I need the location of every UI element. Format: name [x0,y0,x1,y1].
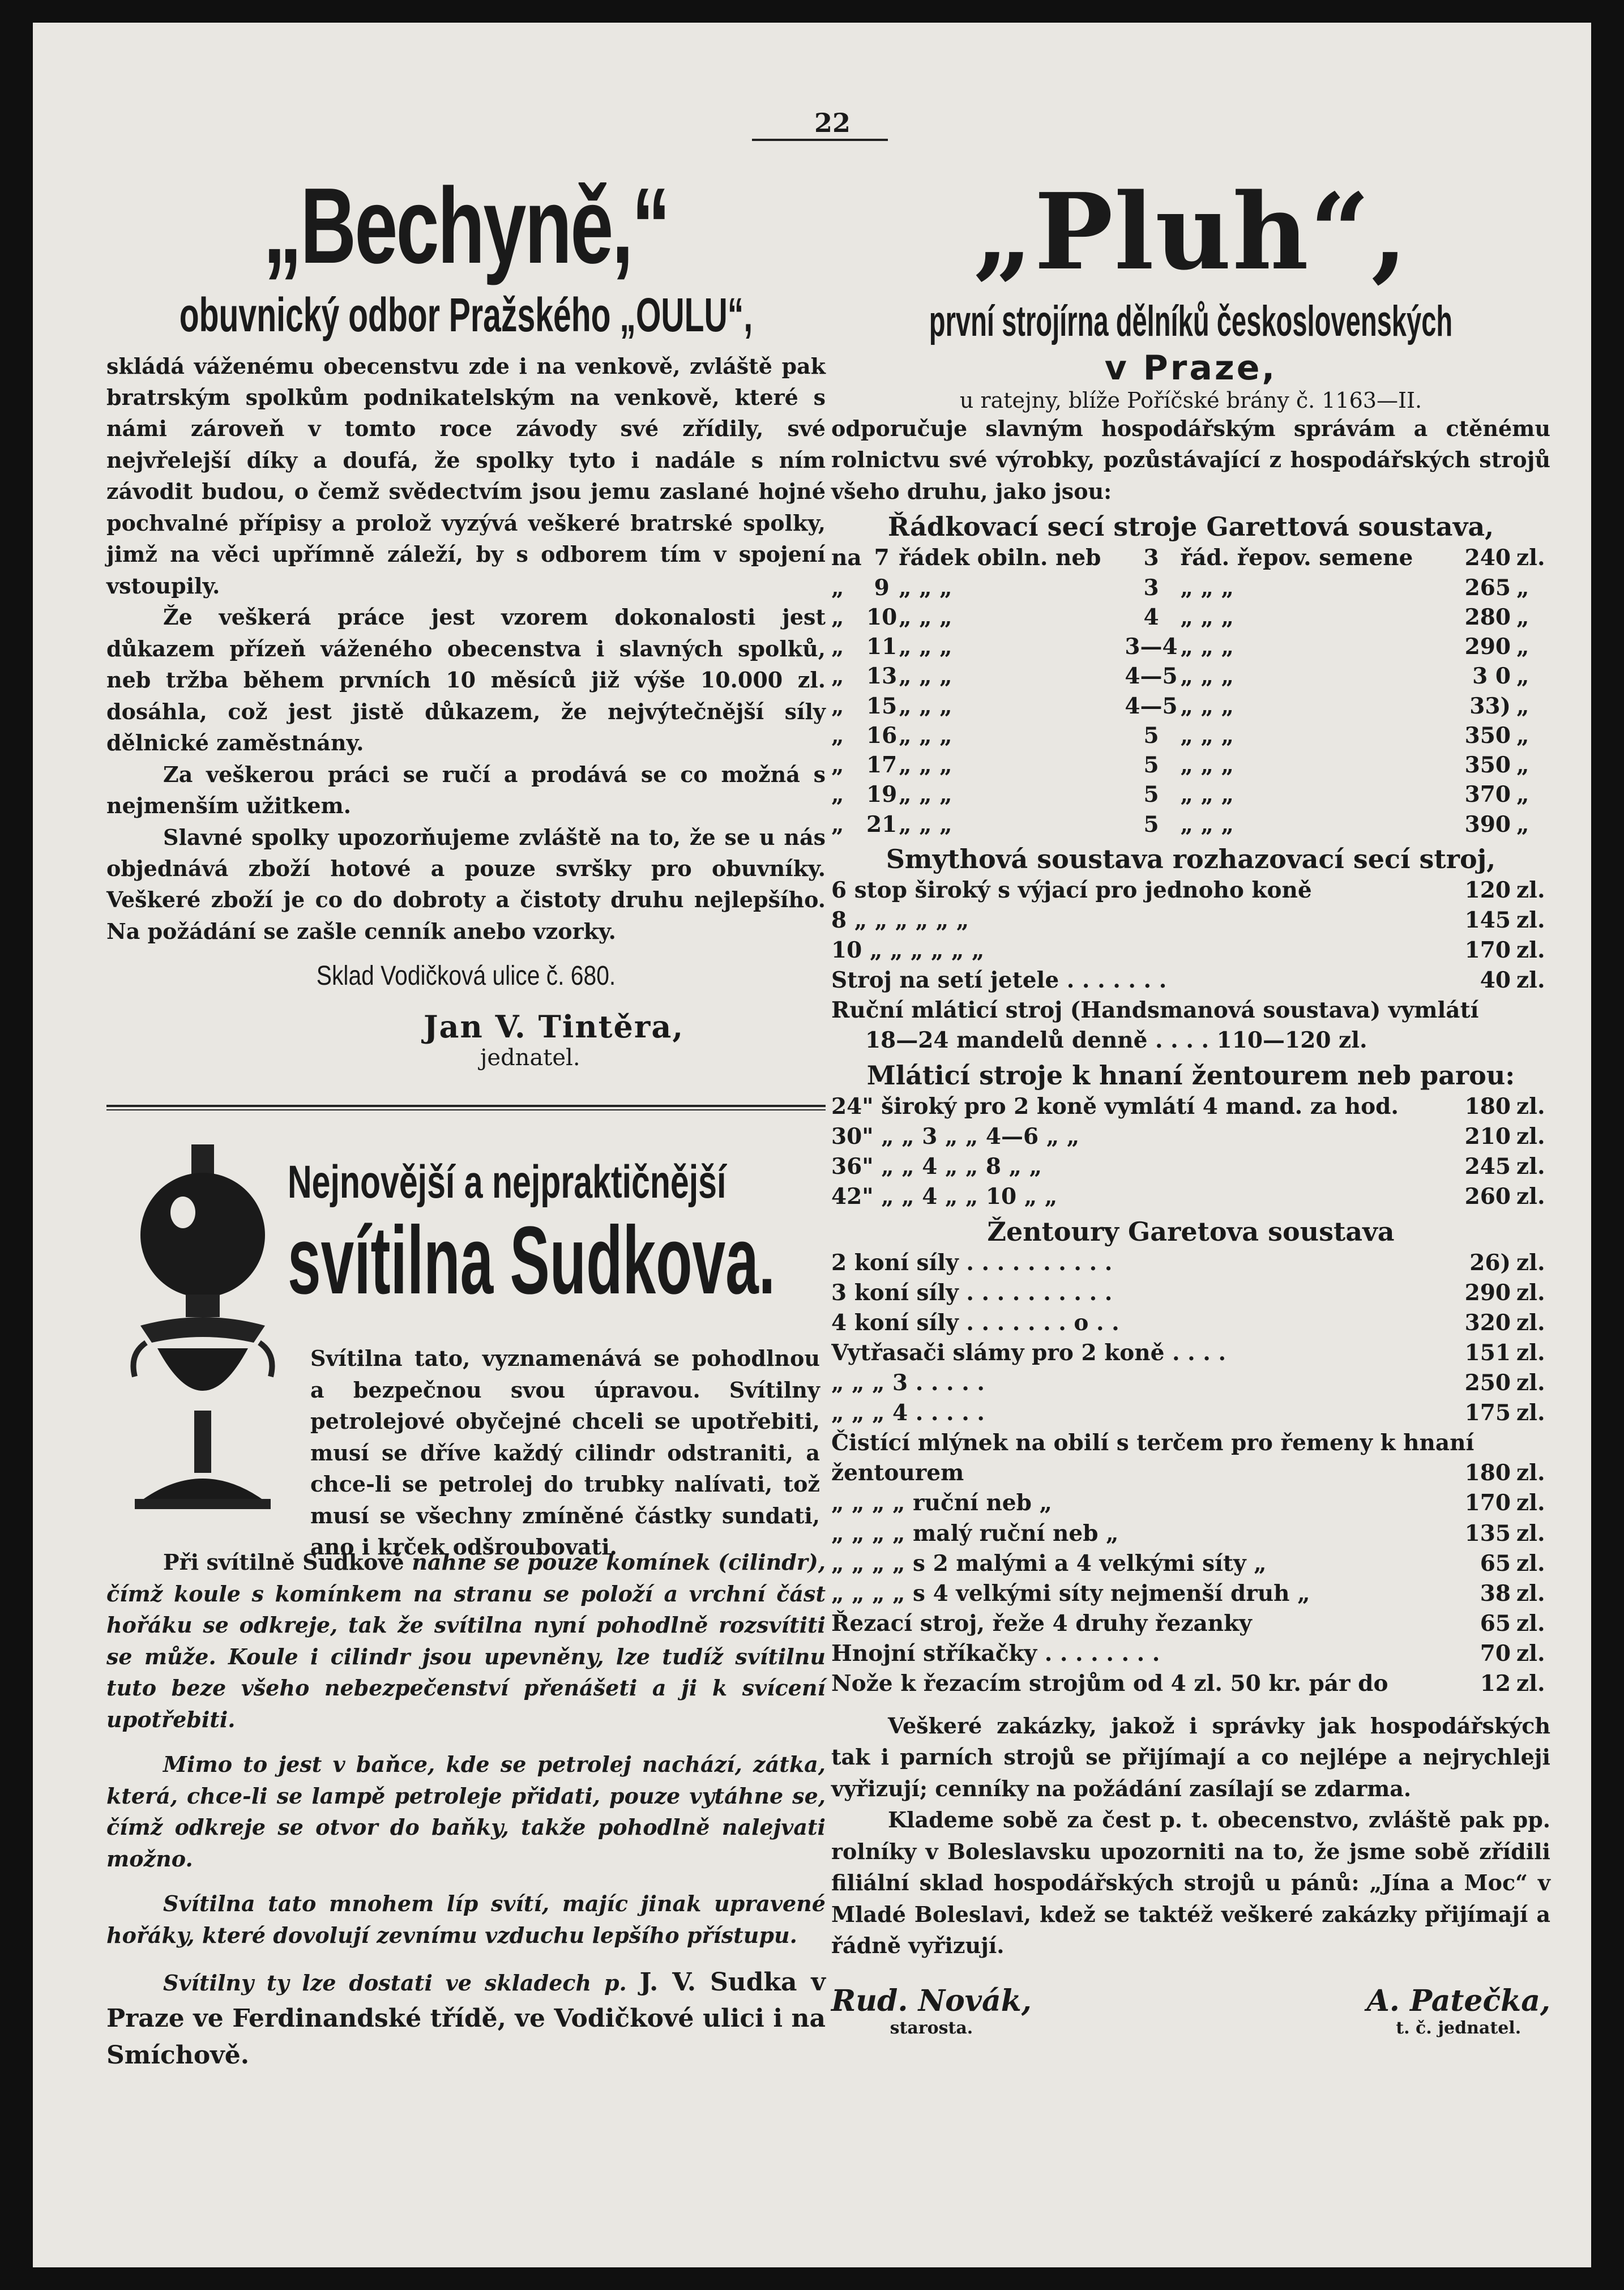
mill-row [831,1488,1550,1518]
seeder-rows: 21 [866,811,898,838]
newspaper-page [33,23,1591,2267]
zent-row-price: 320 [1464,1310,1511,1336]
mill-row-price: 180 [1464,1460,1511,1486]
seeder-price: 370 [1464,781,1511,808]
mlat-price-list [831,1092,1550,1212]
seeder-row [831,661,1550,691]
thresher-line-text: Ruční mláticí stroj (Handsmanová soustava) vymlátí [831,997,1479,1024]
seeder-unit: „ [1516,752,1529,779]
smyth-row-price: 145 [1464,907,1511,933]
mill-row-price: 65 [1480,1550,1511,1576]
mlat-row-name: 30" „ „ 3 „ „ 4—6 „ „ [831,1123,1080,1150]
zent-row-price: 151 [1464,1340,1511,1366]
mlat-row-name: 36" „ „ 4 „ „ 8 „ „ [831,1153,1042,1180]
seeder-row [831,810,1550,839]
seeder-label: „ „ „ [899,693,952,719]
seeder-label: „ „ „ [899,634,952,660]
seeder-beet-rows: 4—5 [1125,663,1178,690]
lamp-para4-italic: Svítilny ty lze dostati ve skladech p. [163,1970,640,1996]
smyth-row-unit: zl. [1516,967,1545,993]
seeder-unit: „ [1516,663,1529,690]
seeder-beet-rows: 3 [1143,545,1159,571]
mlat-row-price: 260 [1464,1184,1511,1210]
seeder-unit: „ [1516,604,1529,630]
seeder-prefix: „ [831,811,844,838]
seeder-rows: 15 [866,693,898,719]
smyth-row-unit: zl. [1516,937,1545,963]
zent-row-name: 2 koní síly . . . . . . . . . . [831,1250,1113,1276]
left-column [106,166,826,2074]
seeder-rows: 16 [866,722,898,749]
mill-row-price: 170 [1464,1490,1511,1516]
pluh-closing-para: Veškeré zakázky, jakož i správky jak hospodářských tak i parních strojů se přijímají a co nejlépe a nejrychleji vyřizují; cenníky na požádání zasílají se zdarma. [831,1712,1550,1801]
lamp-paragraph [106,1546,826,1735]
mlat-row-price: 210 [1464,1123,1511,1150]
pluh-subtitle: první strojírna dělníků československých [929,297,1453,345]
zent-row-name: 4 koní síly . . . . . . . o . . [831,1310,1119,1336]
seeders-heading: Řádkovací secí stroje Garettová soustava, [887,511,1494,542]
thresher-line [831,996,1550,1026]
seeder-row [831,691,1550,721]
thresher-line [831,1026,1550,1056]
zent-row [831,1278,1550,1308]
mlat-row-unit: zl. [1516,1184,1545,1210]
section-divider [106,1105,826,1110]
smyth-price-list [831,875,1550,996]
bechyne-signer-role: jednatel. [480,1045,580,1071]
pluh-closing [831,1710,1550,1962]
seeder-unit: „ [1516,722,1529,749]
lamp-para1-lead: Při svítilně Sudkově [163,1549,412,1575]
mlat-row-name: 42" „ „ 4 „ „ 10 „ „ [831,1184,1058,1210]
seeder-label: „ „ „ [899,722,952,749]
smyth-row [831,965,1550,996]
seeder-prefix: „ [831,634,844,660]
mill-row-name: „ „ „ „ s 4 velkými síty nejmenší druh „ [831,1580,1310,1607]
seeder-label2: „ „ „ [1180,752,1234,779]
zent-row-unit: zl. [1516,1370,1545,1396]
zent-price-list [831,1248,1550,1428]
lamp-ad-header [106,1139,826,1560]
mill-row [831,1579,1550,1609]
bechyne-paragraph: Že veškerá práce jest vzorem dokonalosti jest důkazem přízeň váženého obecenstva i slavných spolků, neb tržba během prvních 10 měsíců již výše 10.000 zl. dosáhla, což jest jistě důkazem, že nejvýtečnější síly dělnické zaměstnány. [106,604,826,756]
mill-row-unit: zl. [1516,1670,1545,1697]
mlat-row-price: 245 [1464,1153,1511,1180]
seeder-row [831,721,1550,750]
seeder-unit: „ [1516,634,1529,660]
zent-row [831,1338,1550,1368]
seeder-price: 240 [1464,545,1511,571]
seeder-rows: 7 [874,545,890,571]
bechyne-paragraph: Za veškerou práci se ručí a prodává se co možná s nejmenším užitkem. [106,761,826,819]
seeder-label: „ „ „ [899,811,952,838]
seeder-label2: „ „ „ [1180,634,1234,660]
seeder-unit: „ [1516,693,1529,719]
seeder-prefix: „ [831,781,844,808]
mill-row-name: „ „ „ „ s 2 malými a 4 velkými síty „ [831,1550,1267,1576]
mill-row-name: Hnojní stříkačky . . . . . . . . [831,1640,1160,1667]
smyth-row [831,875,1550,905]
zent-heading: Žentoury Garetova soustava [987,1216,1395,1247]
mill-row-name: „ „ „ „ malý ruční neb „ [831,1520,1119,1546]
mill-row-unit: zl. [1516,1580,1545,1607]
bechyne-paragraph: Slavné spolky upozorňujeme zvláště na to, že se u nás objednává zboží hotové a pouze svršky pro obuvníky. Veškeré zboží je co do dobroty a čistoty druhu nejlepšího. Na požádání se zašle cenník anebo vzorky. [106,824,826,944]
seeder-label: „ „ „ [899,752,952,779]
mlat-row [831,1092,1550,1122]
mlat-row-price: 180 [1464,1093,1511,1120]
seeder-beet-rows: 5 [1143,722,1159,749]
zent-row [831,1398,1550,1428]
mill-row-price: 38 [1480,1580,1511,1607]
mill-row-name: „ „ „ „ ruční neb „ [831,1490,1052,1516]
seeder-rows: 11 [866,634,898,660]
smyth-row-name: 8 „ „ „ „ „ „ [831,907,969,933]
signature-role: starosta. [890,2018,973,2039]
seeder-prefix: „ [831,693,844,719]
seeder-label2: „ „ „ [1180,663,1234,690]
page-number-rule [752,139,888,141]
seeder-row [831,632,1550,661]
mill-row-unit: zl. [1516,1610,1545,1637]
mlat-row-name: 24" široký pro 2 koně vymlátí 4 mand. za hod. [831,1093,1399,1120]
zent-row-unit: zl. [1516,1340,1545,1366]
lamp-headline-small: Nejnovější a nejpraktičnější [288,1156,726,1208]
lamp-paragraph [106,1964,826,2074]
bechyne-signer-name: Jan V. Tintěra, [424,1009,685,1045]
seeder-prefix: „ [831,722,844,749]
mill-row [831,1669,1550,1699]
seeder-unit: „ [1516,781,1529,808]
seeder-label2: „ „ „ [1180,781,1234,808]
pluh-address: u ratejny, blíže Poříčské brány č. 1163—II. [959,388,1422,413]
smyth-row [831,935,1550,965]
smyth-row [831,905,1550,935]
mill-row-name: žentourem [831,1460,964,1486]
mill-row-unit: zl. [1516,1520,1545,1546]
smyth-row-name: 6 stop široký s výjací pro jednoho koně [831,877,1312,903]
smyth-row-name: Stroj na setí jetele . . . . . . . [831,967,1167,993]
zent-row-name: Vytřasači slámy pro 2 koně . . . . [831,1340,1226,1366]
smyth-row-price: 120 [1464,877,1511,903]
right-column [831,170,1550,2038]
mill-row [831,1519,1550,1549]
seeder-price: 3 0 [1472,663,1511,690]
seeder-beet-rows: 5 [1143,752,1159,779]
smyth-row-name: 10 „ „ „ „ „ „ [831,937,985,963]
seeder-unit: „ [1516,811,1529,838]
mill-row [831,1458,1550,1488]
zent-row-name: „ „ „ 3 . . . . . [831,1370,985,1396]
bechyne-body [106,351,826,947]
seeder-label: „ „ „ [899,781,952,808]
signature-name: Rud. Novák, [831,1984,1032,2019]
seeder-row [831,780,1550,809]
seeder-label2: „ „ „ [1180,574,1234,601]
mill-row-unit: zl. [1516,1460,1545,1486]
mlat-row-unit: zl. [1516,1093,1545,1120]
seeder-prefix: „ [831,604,844,630]
signature-name: A. Patečka, [1366,1984,1550,2019]
seeder-row [831,543,1550,572]
signature-starosta [831,1984,1032,2038]
seeder-rows: 10 [866,604,898,630]
seeder-row [831,750,1550,780]
zent-row-unit: zl. [1516,1400,1545,1426]
zent-row-price: 175 [1464,1400,1511,1426]
zent-row-name: 3 koní síly . . . . . . . . . . [831,1280,1113,1306]
seeder-rows: 19 [866,781,898,808]
bechyne-paragraph: skládá váženému obecenstvu zde i na venkově, zvláště pak bratrským spolkům podnikatelským na venkově, které s námi zároveň v tomto roce závody své zřídily, své nejvřelejší díky a doufá, že spolky tyto i nadále s ním závodit budou, o čemž svědectvím jsou jemu zaslané hojné pochvalné přípisy a prolož vyzývá veškeré bratrské spolky, jimž na věci upřímně záleží, by s odborem tím v spojení vstoupily. [106,353,826,599]
seeder-price: 350 [1464,722,1511,749]
mill-row-price: 65 [1480,1610,1511,1637]
seeder-beet-rows: 4—5 [1125,693,1178,719]
mlat-row-unit: zl. [1516,1153,1545,1180]
seeder-label2: „ „ „ [1180,811,1234,838]
seeder-row [831,573,1550,603]
smyth-heading: Smythová soustava rozhazovací secí stroj, [886,843,1496,874]
mlat-row [831,1152,1550,1182]
mill-row-unit: zl. [1516,1490,1545,1516]
seeder-price: 350 [1464,752,1511,779]
seeder-rows: 13 [866,663,898,690]
smyth-row-price: 170 [1464,937,1511,963]
seeder-label: řádek obiln. neb [899,545,1101,571]
zent-row [831,1248,1550,1278]
seeder-beet-rows: 3 [1143,574,1159,601]
seeder-price: 390 [1464,811,1511,838]
seeder-price: 33) [1469,693,1511,719]
seeder-beet-rows: 3—4 [1125,634,1178,660]
seeder-beet-rows: 4 [1143,604,1159,630]
seeder-label2: „ „ „ [1180,722,1234,749]
mill-row-price: 70 [1480,1640,1511,1667]
bechyne-title: „Bechyně,“ [263,166,669,286]
seeder-unit: „ [1516,574,1529,601]
seeder-label: „ „ „ [899,663,952,690]
pluh-title: „Pluh“, [973,170,1409,293]
seeder-rows: 17 [866,752,898,779]
mill-row-price: 135 [1464,1520,1511,1546]
lamp-paragraph: Svítilna tato mnohem líp svítí, majíc jinak upravené hořáky, které dovolují zevnímu vzduchu lepšího přístupu. [106,1891,826,1948]
smyth-row-unit: zl. [1516,877,1545,903]
mill-row-price: 12 [1480,1670,1511,1697]
zent-row-name: „ „ „ 4 . . . . . [831,1400,985,1426]
page-number: 22 [814,108,851,138]
pluh-signatures [831,1984,1550,2038]
mill-line [831,1428,1550,1458]
seeder-label2: řád. řepov. semene [1180,545,1413,571]
seeder-row [831,603,1550,632]
zent-row [831,1368,1550,1398]
seeder-beet-rows: 5 [1143,781,1159,808]
mlat-row [831,1182,1550,1212]
zent-row [831,1308,1550,1338]
seeder-label: „ „ „ [899,604,952,630]
seeder-price: 265 [1464,574,1511,601]
oil-lamp-illustration [118,1139,288,1535]
seeder-prefix: na [831,545,862,571]
lamp-body [106,1546,826,2073]
lamp-para4-bold: J. V. Sudka v Praze ve Ferdinandské třídě, ve Vodičkové ulici i na Smíchově. [106,1968,826,2070]
seeder-rows: 9 [874,574,890,601]
mill-row-unit: zl. [1516,1640,1545,1667]
seeder-label2: „ „ „ [1180,693,1234,719]
mill-row [831,1639,1550,1669]
seeder-beet-rows: 5 [1143,811,1159,838]
seeder-prefix: „ [831,663,844,690]
mill-row-name: Nože k řezacím strojům od 4 zl. 50 kr. pár do [831,1670,1388,1697]
mlat-heading: Mláticí stroje k hnaní žentourem neb parou: [866,1060,1515,1091]
mill-row [831,1549,1550,1579]
zent-row-price: 290 [1464,1280,1511,1306]
lamp-headline-large: svítilna Sudkova. [288,1207,776,1315]
mill-line-text: Čistící mlýnek na obilí s terčem pro řemeny k hnaní [831,1430,1475,1456]
thresher-line-text: 18—24 mandelů denně . . . . 110—120 zl. [865,1027,1367,1054]
bechyne-store-address: Sklad Vodičková ulice č. 680. [316,961,616,992]
smyth-row-unit: zl. [1516,907,1545,933]
seeder-label2: „ „ „ [1180,604,1234,630]
pluh-closing-para: Klademe sobě za čest p. t. obecenstvo, zvláště pak pp. rolníky v Boleslavsku upozorniti na to, že jsme sobě zřídili filiální sklad hospodářských strojů u pánů: „Jína a Moc“ v Mladé Boleslavi, kdež se taktéž veškeré zakázky přijímají a řádně vyřizují. [831,1807,1550,1958]
smyth-row-price: 40 [1480,967,1511,993]
bechyne-subtitle: obuvnický odbor Pražského „OULU“, [179,288,753,341]
lamp-paragraph: Mimo to jest v baňce, kde se petrolej nachází, zátka, která, chce-li se lampě petroleje přidati, pouze vytáhne se, čímž odkreje se otvor do baňky, takže pohodlně nalejvati možno. [106,1751,826,1872]
lamp-intro: Svítilna tato, vyznamenává se pohodlnou a bezpečnou svou úpravou. Svítilny petrolejové obyčejné chceli se upotřebiti, musí se dříve každý cilindr odstraniti, a chce-li se petrolej do trubky nalívati, tož musí se všechny zmíněné částky sundati, ano i krček odšroubovati. [310,1345,820,1560]
pluh-intro: odporučuje slavným hospodářským správám a ctěnému rolnictvu své výrobky, pozůstávající z hospodářských strojů všeho druhu, jako jsou: [831,416,1550,504]
signature-jednatel [1366,1984,1550,2038]
zent-row-price: 250 [1464,1370,1511,1396]
lamp-para1-italic: nahne se pouze komínek (cilindr), čímž koule s komínkem na stranu se položí a vrchní část hořáku se odkreje, tak že svítilna nyní pohodlně rozsvítiti se může. Koule i cilindr jsou upevněny, lze tudíž svítilnu tuto beze všeho nebezpečenství přenášeti a ji k svícení upotřebiti. [106,1549,826,1732]
zent-row-unit: zl. [1516,1280,1545,1306]
seeder-prefix: „ [831,752,844,779]
signature-role: t. č. jednatel. [1396,2018,1522,2039]
seeders-price-table [831,543,1550,839]
seeder-price: 290 [1464,634,1511,660]
mill-row [831,1609,1550,1639]
seeder-unit: zl. [1516,545,1545,571]
seeder-label: „ „ „ [899,574,952,601]
pluh-city: v Praze, [1104,348,1277,388]
mlat-row-unit: zl. [1516,1123,1545,1150]
zent-row-unit: zl. [1516,1250,1545,1276]
zent-row-price: 26) [1469,1250,1511,1276]
mill-price-list [831,1458,1550,1698]
mlat-row [831,1122,1550,1152]
mill-row-unit: zl. [1516,1550,1545,1576]
seeder-price: 280 [1464,604,1511,630]
seeder-prefix: „ [831,574,844,601]
mill-row-name: Řezací stroj, řeže 4 druhy řezanky [831,1610,1252,1637]
zent-row-unit: zl. [1516,1310,1545,1336]
